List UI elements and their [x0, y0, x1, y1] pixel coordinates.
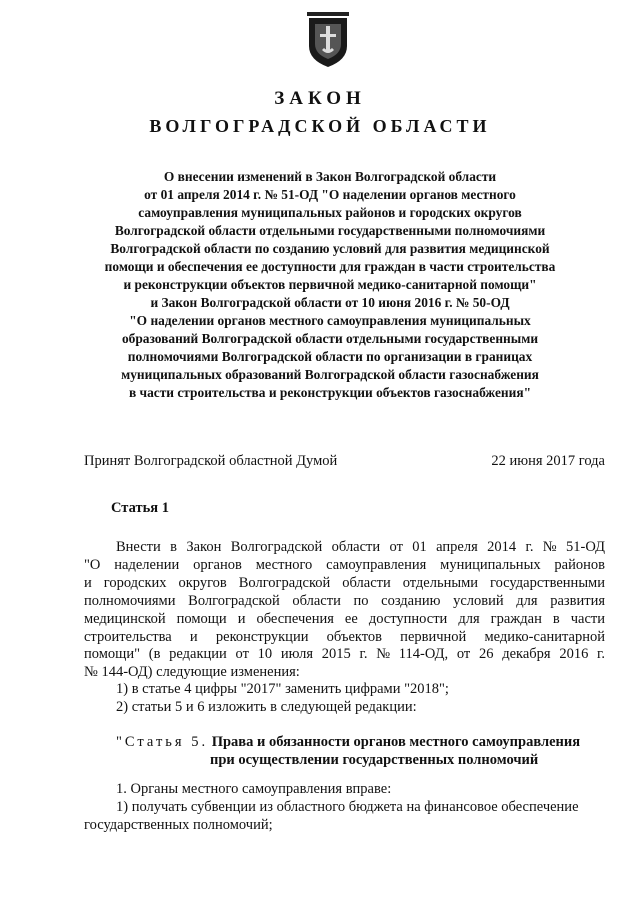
adopted-date: 22 июня 2017 года: [491, 453, 605, 469]
subject-line: "О наделении органов местного самоуправления муниципальных: [129, 313, 531, 328]
article-line: [84, 611, 605, 629]
article-5-title-cont: при осуществлении государственных полномочий: [210, 752, 539, 768]
article-line-text: "О наделении органов местного самоуправления муниципальных районов: [84, 556, 605, 573]
subject-line: помощи и обеспечения ее доступности для граждан в части строительства: [104, 259, 556, 274]
article-line-text: Внести в Закон Волгоградской области от 01 апреля 2014 г. № 51-ОД: [116, 539, 605, 555]
article-5-heading: [116, 733, 580, 769]
article-5-label: "Статья 5.: [116, 734, 209, 750]
subject-line: образований Волгоградской области отдельными государственными: [121, 331, 539, 346]
paragraph-1: 1. Органы местного самоуправления вправе:: [116, 781, 392, 797]
subject-line: полномочиями Волгоградской области по организации в границах: [127, 349, 533, 364]
subject-line: в части строительства и реконструкции объектов газоснабжения": [128, 385, 532, 400]
article-5-title: Права и обязанности органов местного самоуправления: [211, 734, 581, 750]
article-line: [84, 629, 605, 647]
article-line-text: строительства и реконструкции объектов первичной медико-санитарной: [84, 628, 605, 645]
article-line-text: помощи" (в редакции от 10 июля 2015 г. № 114-ОД, от 26 декабря 2016 г.: [84, 646, 605, 663]
subject-line: самоуправления муниципальных районов и городских округов: [138, 205, 522, 220]
article-line: [84, 539, 605, 557]
paragraph-1-item-1: 1) получать субвенции из областного бюджета на финансовое обеспечение: [116, 799, 579, 815]
subject-line: и реконструкции объектов первичной медико-санитарной помощи": [123, 277, 537, 292]
article-line: [84, 557, 605, 575]
subject-line: от 01 апреля 2014 г. № 51-ОД "О наделении органов местного: [144, 187, 516, 202]
article-line-text: и городских округов Волгоградской области отдельными государственными: [84, 574, 605, 591]
subject-line: и Закон Волгоградской области от 10 июня 2016 г. № 50-ОД: [150, 295, 510, 310]
document-region: ВОЛГОГРАДСКОЙ ОБЛАСТИ: [149, 116, 491, 136]
article-line-text: полномочиями Волгоградской области по созданию условий для развития: [84, 592, 605, 609]
article-line: [84, 646, 605, 664]
article-1-text: [84, 539, 605, 682]
paragraph-1-item-1-cont: государственных полномочий;: [84, 817, 273, 833]
subject-line: О внесении изменений в Закон Волгоградской области: [163, 169, 497, 184]
article-line: [84, 575, 605, 593]
article-line-text: медицинской помощи и обеспечения ее доступности для граждан в части: [84, 610, 605, 627]
adoption-info: [84, 453, 605, 470]
article-line: № 144-ОД) следующие изменения:: [84, 664, 300, 681]
law-subject: [90, 168, 570, 402]
subject-line: Волгоградской области отдельными государственными полномочиями: [114, 223, 546, 238]
article-item-1: 1) в статье 4 цифры "2017" заменить цифрами "2018";: [116, 681, 449, 697]
subject-line: Волгоградской области по созданию условий для развития медицинской: [110, 241, 550, 256]
document-title: ЗАКОН: [274, 88, 366, 109]
article-item-2: 2) статьи 5 и 6 изложить в следующей редакции:: [116, 699, 417, 715]
adopted-by: Принят Волгоградской областной Думой: [84, 453, 338, 469]
subject-line: муниципальных образований Волгоградской области газоснабжения: [121, 367, 539, 382]
article-1-heading: Статья 1: [111, 500, 169, 516]
coat-of-arms-icon: [305, 12, 351, 68]
article-line: [84, 593, 605, 611]
